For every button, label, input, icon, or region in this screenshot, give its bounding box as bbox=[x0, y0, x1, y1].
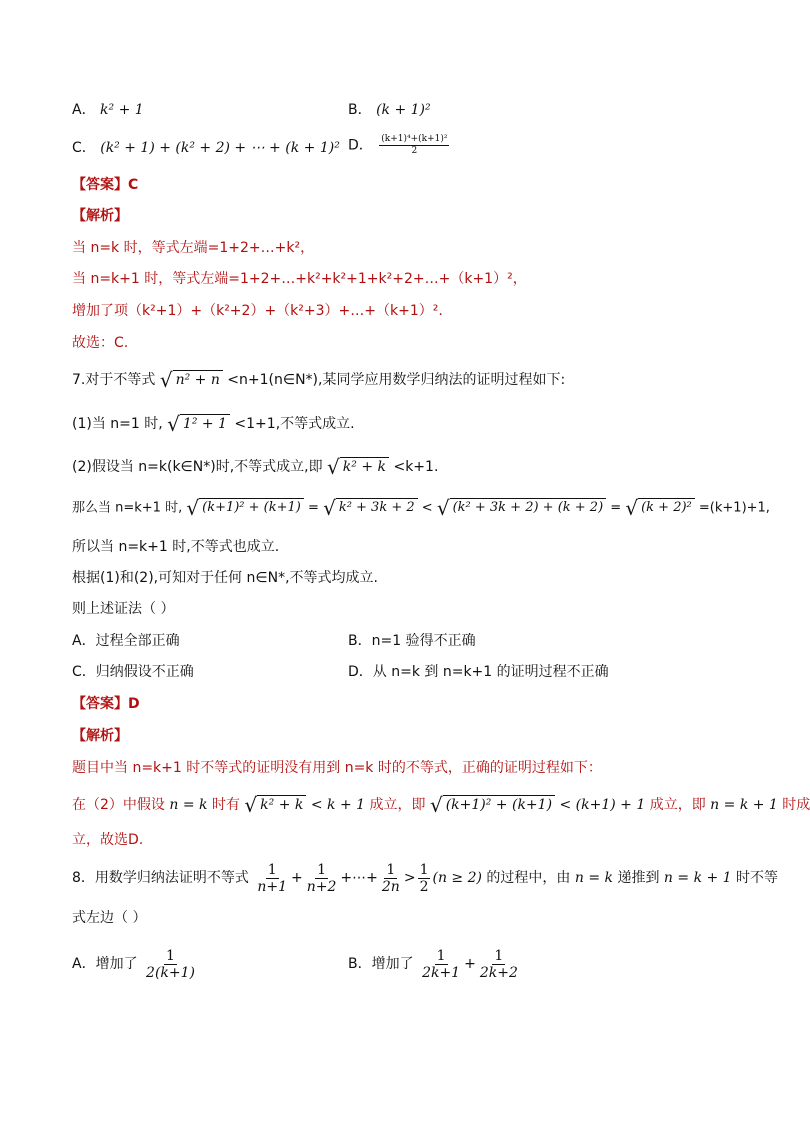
q7-step-1-sqrt-body: 1² + 1 bbox=[180, 414, 230, 434]
q7-step-3-sqrt-4-body: (k + 2)² bbox=[638, 498, 695, 518]
q7-analysis-label: 【解析】 bbox=[72, 728, 128, 744]
q8-option-b-fraction-1 bbox=[420, 948, 462, 981]
q8-stem bbox=[72, 858, 778, 898]
q6-analysis-line-4: 故选：C. bbox=[72, 335, 129, 351]
q7-step-3-text-b: =(k+1)+1, bbox=[698, 500, 770, 516]
q7-step-3-lt: < bbox=[421, 500, 433, 516]
q7-question: 则上述证法（ ） bbox=[72, 601, 175, 617]
q6-option-d-numerator: (k+1)⁴+(k+1)² bbox=[381, 134, 448, 144]
q6-analysis-line-1: 当 n=k 时，等式左端=1+2+…+k²， bbox=[72, 240, 315, 256]
q7-stem-text-b: <n+1(n∈N*),某同学应用数学归纳法的证明过程如下: bbox=[227, 372, 566, 388]
q8-stem-text-b: 的过程中，由 bbox=[486, 870, 571, 886]
q7-analysis-2-text-d: 成立，即 bbox=[649, 797, 706, 813]
q8-option-b-label: B．增加了 bbox=[348, 956, 414, 972]
q7-analysis-2-sqrt-1: √ k² + k bbox=[244, 795, 306, 815]
q7-stem bbox=[72, 370, 565, 390]
q8-fraction-1 bbox=[255, 862, 289, 895]
q6-analysis-line-2: 当 n=k+1 时，等式左端=1+2+…+k²+k²+1+k²+2+…+（k+1）²， bbox=[72, 271, 527, 287]
q7-analysis-2-math-4: n = k + 1 bbox=[710, 797, 778, 813]
q7-step-3-eq-2: = bbox=[610, 500, 622, 516]
q8-stem-text-d: 时不等 bbox=[736, 870, 779, 886]
q7-stem-sqrt-body: n² + n bbox=[173, 370, 223, 390]
q7-step-2-text-a: (2)假设当 n=k(k∈N*)时,不等式成立,即 bbox=[72, 459, 323, 475]
q8-fraction-4 bbox=[418, 862, 431, 895]
q8-option-b bbox=[348, 944, 522, 984]
q7-option-b: B．n=1 验得不正确 bbox=[348, 633, 476, 649]
q6-analysis-label: 【解析】 bbox=[72, 208, 128, 224]
q7-step-3-sqrt-1-body: (k+1)² + (k+1) bbox=[199, 498, 304, 518]
q8-option-b-fraction-2 bbox=[478, 948, 520, 981]
q6-option-c bbox=[72, 138, 340, 158]
q8-fraction-3 bbox=[380, 862, 402, 895]
q7-analysis-line-2 bbox=[72, 795, 810, 815]
q8-math-n-eq-k: n = k bbox=[574, 870, 614, 886]
q7-option-d: D．从 n=k 到 n=k+1 的证明过程不正确 bbox=[348, 664, 609, 680]
q8-option-a-den: 2(k+1) bbox=[146, 964, 195, 981]
q7-step-5: 根据(1)和(2),可知对于任何 n∈N*,不等式均成立. bbox=[72, 570, 379, 586]
q8-plus: + bbox=[291, 870, 303, 886]
q7-analysis-2-math-3: < (k+1) + 1 bbox=[559, 797, 646, 813]
q8-fraction-3-num: 1 bbox=[386, 861, 396, 878]
q8-option-a-fraction bbox=[144, 948, 197, 981]
q8-fraction-1-num: 1 bbox=[267, 861, 277, 878]
q7-stem-sqrt: √ n² + n bbox=[160, 370, 223, 390]
q7-step-1-text-a: (1)当 n=1 时, bbox=[72, 416, 163, 432]
q6-analysis-line-3: 增加了项（k²+1）+（k²+2）+（k²+3）+…+（k+1）². bbox=[72, 303, 443, 319]
q8-option-a-num: 1 bbox=[166, 947, 175, 964]
q6-option-a-math: k² + 1 bbox=[100, 102, 144, 118]
q7-step-2-sqrt-body: k² + k bbox=[340, 457, 389, 477]
q7-step-2 bbox=[72, 457, 438, 477]
q7-analysis-2-sqrt-2: √ (k+1)² + (k+1) bbox=[430, 795, 555, 815]
q8-stem-text-a: 8．用数学归纳法证明不等式 bbox=[72, 870, 249, 886]
q6-option-d-denominator: 2 bbox=[411, 146, 418, 156]
q7-step-3-sqrt-3-body: (k² + 3k + 2) + (k + 2) bbox=[450, 498, 607, 518]
q7-step-3-sqrt-2: √ k² + 3k + 2 bbox=[323, 498, 418, 518]
q6-option-a bbox=[72, 100, 144, 120]
q7-analysis-2-sqrt-1-body: k² + k bbox=[257, 795, 306, 815]
q8-fraction-2 bbox=[305, 862, 339, 895]
q7-analysis-2-text-b: 时有 bbox=[211, 797, 240, 813]
q7-analysis-2-math-2: < k + 1 bbox=[310, 797, 366, 813]
q8-fraction-2-num: 1 bbox=[317, 861, 327, 878]
q8-option-a bbox=[72, 944, 199, 984]
q8-dots: +⋯+ bbox=[340, 870, 378, 886]
q6-option-a-label: A． bbox=[72, 102, 96, 118]
q8-option-b-num-1: 1 bbox=[436, 947, 446, 964]
q8-option-b-num-2: 1 bbox=[494, 947, 504, 964]
q7-step-3-text-a: 那么当 n=k+1 时, bbox=[72, 500, 183, 516]
q7-step-3-sqrt-1: √ (k+1)² + (k+1) bbox=[186, 498, 304, 518]
q8-stem-line-2: 式左边（ ） bbox=[72, 910, 147, 926]
q8-fraction-4-den: 2 bbox=[419, 878, 429, 895]
q8-fraction-2-den: n+2 bbox=[306, 878, 337, 895]
q6-option-c-math: (k² + 1) + (k² + 2) + ⋯ + (k + 1)² bbox=[100, 140, 340, 156]
q7-option-c: C．归纳假设不正确 bbox=[72, 664, 194, 680]
q7-analysis-2-sqrt-2-body: (k+1)² + (k+1) bbox=[443, 795, 555, 815]
q7-answer-label: 【答案】D bbox=[72, 696, 140, 712]
q7-analysis-line-1: 题目中当 n=k+1 时不等式的证明没有用到 n=k 时的不等式，正确的证明过程如下： bbox=[72, 760, 602, 776]
q7-stem-text-a: 7.对于不等式 bbox=[72, 372, 156, 388]
q7-step-3-sqrt-3: √ (k² + 3k + 2) + (k + 2) bbox=[437, 498, 606, 518]
q6-option-d-fraction bbox=[379, 134, 449, 157]
q7-analysis-2-text-a: 在（2）中假设 bbox=[72, 797, 165, 813]
q6-answer-label: 【答案】C bbox=[72, 177, 139, 193]
q8-fraction-4-num: 1 bbox=[419, 861, 429, 878]
q6-option-b-label: B． bbox=[348, 102, 372, 118]
q6-option-b bbox=[348, 100, 431, 120]
q8-math-n-eq-k-plus-1: n = k + 1 bbox=[663, 870, 732, 886]
q8-stem-text-c: 递推到 bbox=[617, 870, 660, 886]
q6-option-c-label: C． bbox=[72, 140, 96, 156]
q7-step-4: 所以当 n=k+1 时,不等式也成立. bbox=[72, 539, 280, 555]
q8-gt: > bbox=[403, 870, 416, 886]
q7-analysis-2-text-c: 成立，即 bbox=[369, 797, 426, 813]
q7-step-2-text-b: <k+1. bbox=[393, 459, 439, 475]
q7-step-3-sqrt-4: √ (k + 2)² bbox=[625, 498, 694, 518]
q7-step-1-text-b: <1+1,不等式成立. bbox=[234, 416, 355, 432]
q8-fraction-1-den: n+1 bbox=[257, 878, 288, 895]
q6-option-b-math: (k + 1)² bbox=[376, 102, 431, 118]
q6-option-d bbox=[348, 134, 451, 157]
q7-step-3-sqrt-2-body: k² + 3k + 2 bbox=[336, 498, 418, 518]
q7-analysis-2-math-1: n = k bbox=[169, 797, 208, 813]
q8-option-b-den-1: 2k+1 bbox=[422, 964, 461, 981]
q8-option-a-label: A．增加了 bbox=[72, 956, 138, 972]
q8-condition: (n ≥ 2) bbox=[432, 870, 482, 886]
q7-step-3-eq-1: = bbox=[308, 500, 319, 516]
q7-step-1-sqrt: √ 1² + 1 bbox=[167, 414, 230, 434]
q6-option-d-label: D． bbox=[348, 137, 373, 154]
q7-analysis-2-text-e: 时成 bbox=[782, 797, 810, 813]
q7-step-2-sqrt: √ k² + k bbox=[327, 457, 389, 477]
q8-fraction-3-den: 2n bbox=[381, 878, 400, 895]
q7-step-1 bbox=[72, 414, 355, 434]
q8-option-b-plus: + bbox=[464, 956, 476, 972]
q7-option-a: A．过程全部正确 bbox=[72, 633, 180, 649]
q7-analysis-line-3: 立，故选D. bbox=[72, 832, 144, 848]
q8-option-b-den-2: 2k+2 bbox=[479, 964, 518, 981]
q7-step-3 bbox=[72, 498, 770, 519]
